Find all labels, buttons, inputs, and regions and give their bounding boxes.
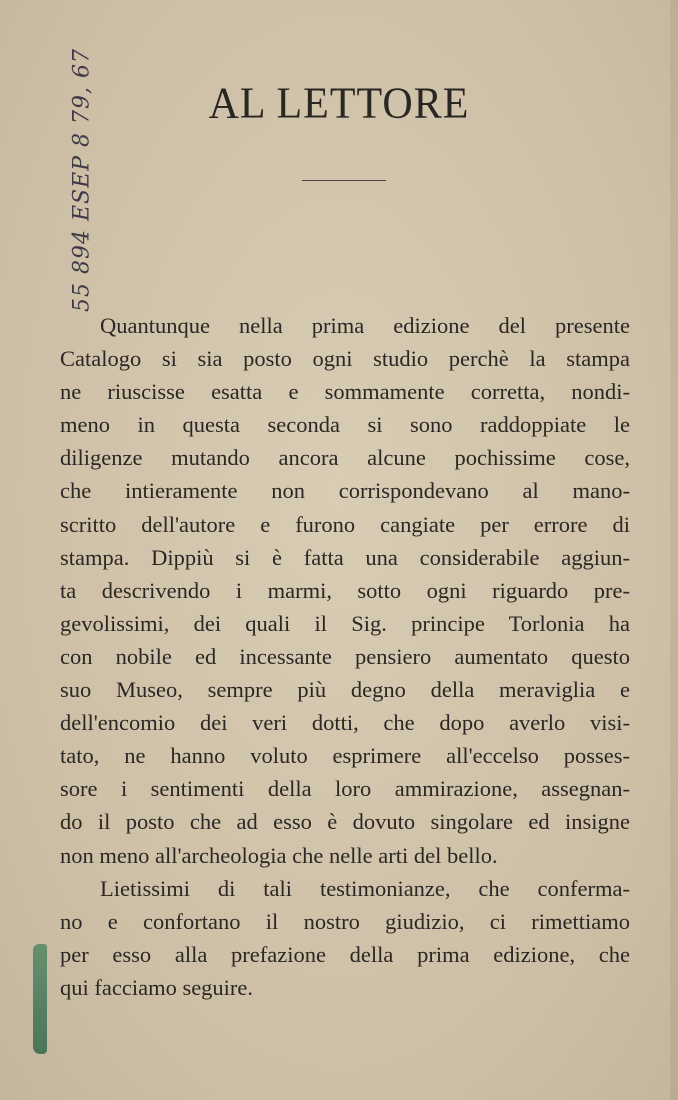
page-edge-shadow [670,0,678,1100]
text-line: tato, ne hanno voluto esprimere all'eccelso posses- [60,743,630,769]
text-line: ne riuscisse esatta e sommamente corretta, nondi- [60,379,630,405]
title-divider [302,180,386,181]
page-title: AL LETTORE [208,79,470,129]
text-line: Catalogo si sia posto ogni studio perchè la stampa [60,346,630,372]
text-line: qui facciamo seguire. [60,974,254,1000]
text-line: gevolissimi, dei quali il Sig. principe Torlonia ha [60,610,630,636]
paragraph-2 [60,872,630,1004]
text-line: meno in questa seconda si sono raddoppiate le [60,412,630,438]
text-line: diligenze mutando ancora alcune pochissime cose, [60,445,630,471]
text-line: no e confortano il nostro giudizio, ci rimettiamo [60,908,630,934]
text-line: Lietissimi di tali testimonianze, che conferma- [100,875,630,901]
text-line: suo Museo, sempre più degno della meraviglia e [60,677,630,703]
text-line: scritto dell'autore e furono cangiate per errore di [60,511,630,537]
margin-mark [33,944,47,1054]
library-stamp-text: 55 894 ESEP 8 79, 67 [69,48,95,312]
body-text [60,309,630,1004]
text-line: dell'encomio dei veri dotti, che dopo averlo visi- [60,710,630,736]
text-line: ta descrivendo i marmi, sotto ogni riguardo pre- [60,577,630,603]
text-line: non meno all'archeologia che nelle arti del bello. [60,842,498,868]
text-line: con nobile ed incessante pensiero aumentato questo [60,643,630,669]
text-line: do il posto che ad esso è dovuto singolare ed insigne [60,809,630,835]
text-line: stampa. Dippiù si è fatta una considerabile aggiun- [60,544,630,570]
text-line: che intieramente non corrispondevano al mano- [60,478,630,504]
text-line: Quantunque nella prima edizione del presente [100,313,630,338]
text-line: sore i sentimenti della loro ammirazione, assegnan- [60,776,630,802]
library-stamp [62,20,102,340]
text-line: per esso alla prefazione della prima edizione, che [60,941,630,967]
paragraph-1 [60,309,630,872]
